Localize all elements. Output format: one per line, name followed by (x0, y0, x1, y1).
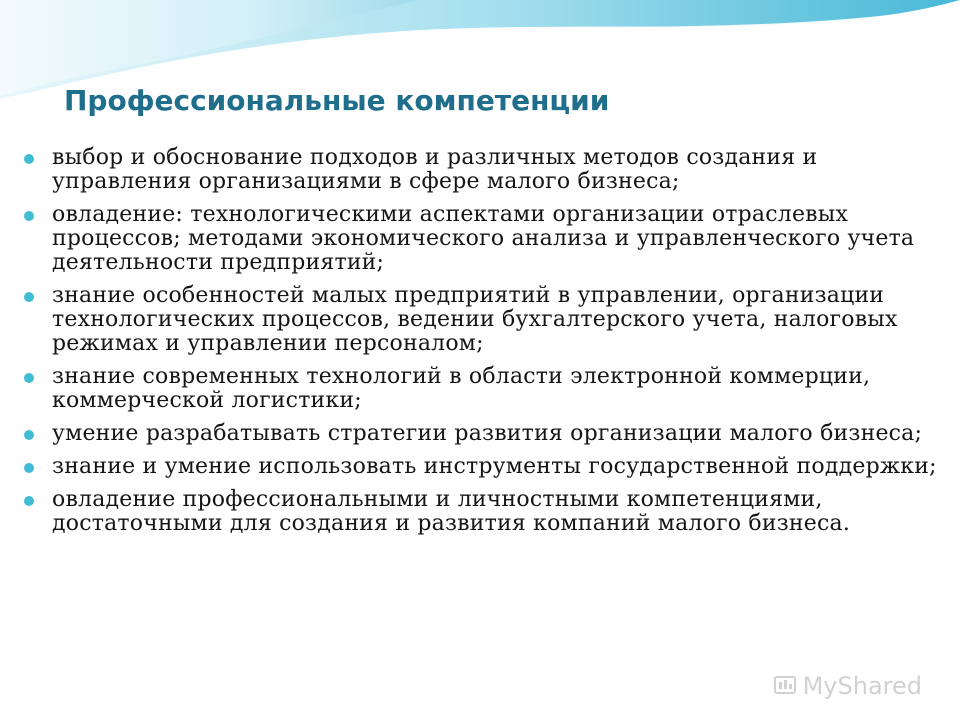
list-item-text: знание особенностей малых предприятий в управлении, организации технологических процессов, ведении бухгалтерского учета, налоговых режимах и управлении персоналом; (52, 283, 898, 356)
list-item (24, 146, 954, 194)
bullet-icon (24, 211, 34, 221)
watermark-text: MyShared (802, 672, 922, 700)
list-item-text: выбор и обоснование подходов и различных методов создания и управления организациями в сфере малого бизнеса; (52, 145, 818, 194)
list-item-text: знание и умение использовать инструменты государственной поддержки; (52, 454, 937, 479)
slide-title: Профессиональные компетенции (64, 84, 610, 117)
list-item (24, 488, 954, 536)
watermark (773, 672, 922, 700)
bullet-icon (24, 292, 34, 302)
bullet-icon (24, 154, 34, 164)
list-item-text: овладение профессиональными и личностными компетенциями, достаточными для создания и развития компаний малого бизнеса. (52, 487, 851, 536)
list-item (24, 365, 954, 413)
bullet-icon (24, 430, 34, 440)
bullet-icon (24, 496, 34, 506)
list-item-text: знание современных технологий в области электронной коммерции, коммерческой логистики; (52, 364, 871, 413)
list-item (24, 284, 954, 356)
bullet-icon (24, 463, 34, 473)
list-item (24, 455, 954, 479)
watermark-logo-icon (773, 674, 797, 698)
list-item (24, 203, 954, 275)
list-item-text: овладение: технологическими аспектами организации отраслевых процессов; методами экономического анализа и управленческого учета деятельности предприятий; (52, 202, 915, 275)
list-item-text: умение разрабатывать стратегии развития организации малого бизнеса; (52, 421, 923, 446)
list-item (24, 422, 954, 446)
bullet-icon (24, 373, 34, 383)
competence-list (24, 146, 954, 545)
